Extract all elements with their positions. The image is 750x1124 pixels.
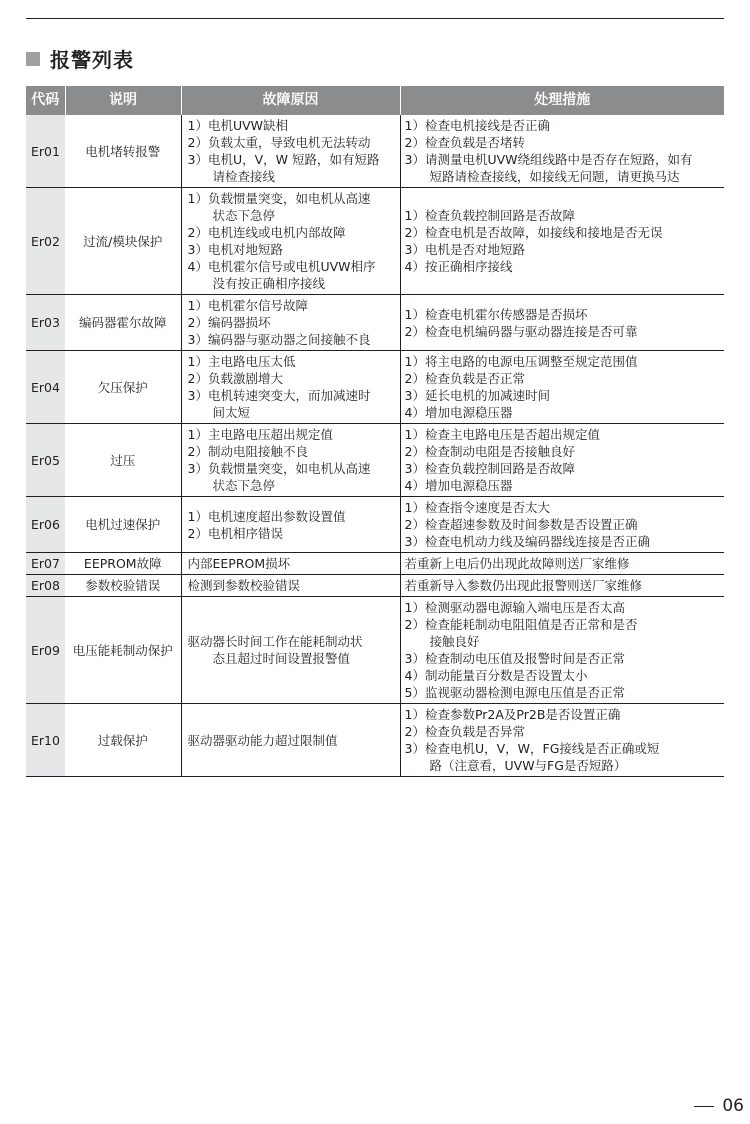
table-row — [26, 553, 724, 575]
error-code: Er03 — [26, 295, 65, 351]
action-line: 3）检查电机U，V，W，FG接线是否正确或短 — [404, 741, 660, 756]
table-row — [26, 704, 724, 777]
header-desc: 说明 — [65, 86, 181, 115]
error-code: Er05 — [26, 424, 65, 497]
cause-line: 内部EEPROM损坏 — [187, 556, 291, 571]
cause-line: 1）主电路电压超出规定值 — [187, 427, 333, 442]
fault-cause-cell — [181, 424, 400, 497]
cause-line: 检测到参数校验错误 — [187, 578, 301, 593]
table-row — [26, 424, 724, 497]
action-line: 1）检查电机接线是否正确 — [404, 118, 550, 133]
action-line: 4）按正确相序接线 — [404, 259, 513, 274]
error-code: Er01 — [26, 115, 65, 188]
page-number-text: 06 — [722, 1096, 744, 1116]
remedy-cell — [400, 424, 724, 497]
action-line: 2）检查超速参数及时间参数是否设置正确 — [404, 517, 638, 532]
action-line: 2）检查电机是否故障，如接线和接地是否无误 — [404, 225, 663, 240]
action-line: 若重新上电后仍出现此故障则送厂家维修 — [404, 556, 630, 571]
action-line: 1）检测驱动器电源输入端电压是否太高 — [404, 600, 625, 615]
cause-line: 1）主电路电压太低 — [187, 354, 296, 369]
cause-line: 1）电机速度超出参数设置值 — [187, 508, 346, 524]
action-line: 1）检查负载控制回路是否故障 — [404, 208, 575, 223]
table-row — [26, 351, 724, 424]
remedy-cell — [400, 497, 724, 553]
cause-line: 1）负载惯量突变，如电机从高速 — [187, 191, 371, 206]
action-line: 2）检查电机编码器与驱动器连接是否可靠 — [404, 323, 638, 339]
error-code: Er02 — [26, 188, 65, 295]
action-line: 3）请测量电机UVW绕组线路中是否存在短路，如有 — [404, 152, 693, 167]
error-description: EEPROM故障 — [65, 553, 181, 575]
action-line: 2）检查制动电阻是否接触良好 — [404, 444, 575, 459]
cause-line: 2）负载太重，导致电机无法转动 — [187, 135, 371, 150]
error-description: 参数校验错误 — [65, 575, 181, 597]
action-line: 1）检查参数Pr2A及Pr2B是否设置正确 — [404, 707, 621, 722]
table-header-row — [26, 86, 724, 115]
error-description: 过压 — [65, 424, 181, 497]
fault-cause-cell — [181, 704, 400, 777]
error-code: Er04 — [26, 351, 65, 424]
action-line: 2）检查负载是否堵转 — [404, 135, 525, 150]
action-line: 2）检查负载是否异常 — [404, 724, 525, 739]
cause-line: 驱动器驱动能力超过限制值 — [187, 732, 338, 748]
remedy-cell — [400, 115, 724, 188]
page-number — [694, 1096, 744, 1116]
action-line: 2）检查能耗制动电阻阻值是否正常和是否 — [404, 617, 638, 632]
table-row — [26, 295, 724, 351]
header-code: 代码 — [26, 86, 65, 115]
cause-line: 2）电机相序错误 — [187, 525, 283, 541]
section-heading — [26, 44, 134, 73]
fault-cause-cell — [181, 188, 400, 295]
alarm-table — [26, 86, 724, 777]
remedy-cell — [400, 553, 724, 575]
fault-cause-cell — [181, 295, 400, 351]
cause-line: 请检查接线 — [212, 169, 276, 184]
action-line: 4）增加电源稳压器 — [404, 478, 513, 493]
remedy-cell — [400, 188, 724, 295]
error-code: Er09 — [26, 597, 65, 704]
action-line: 路（注意看，UVW与FG是否短路） — [429, 758, 627, 773]
fault-cause-cell — [181, 351, 400, 424]
cause-line: 驱动器长时间工作在能耗制动状 — [187, 634, 363, 649]
alarm-table-body — [26, 115, 724, 777]
action-line: 2）检查负载是否正常 — [404, 371, 525, 386]
action-line: 短路请检查接线，如接线无问题，请更换马达 — [429, 169, 680, 184]
fault-cause-cell — [181, 575, 400, 597]
remedy-cell — [400, 597, 724, 704]
error-code: Er06 — [26, 497, 65, 553]
error-description: 编码器霍尔故障 — [65, 295, 181, 351]
heading-square-icon — [26, 52, 40, 66]
cause-line: 2）编码器损坏 — [187, 315, 271, 330]
action-line: 3）检查电机动力线及编码器线连接是否正确 — [404, 534, 650, 549]
action-line: 4）增加电源稳压器 — [404, 405, 513, 420]
action-line: 3）电机是否对地短路 — [404, 242, 525, 257]
fault-cause-cell — [181, 497, 400, 553]
remedy-cell — [400, 351, 724, 424]
remedy-cell — [400, 704, 724, 777]
action-line: 5）监视驱动器检测电源电压值是否正常 — [404, 685, 625, 700]
cause-line: 4）电机霍尔信号或电机UVW相序 — [187, 259, 376, 274]
table-row — [26, 497, 724, 553]
error-code: Er10 — [26, 704, 65, 777]
table-row — [26, 188, 724, 295]
table-row — [26, 115, 724, 188]
cause-line: 3）编码器与驱动器之间接触不良 — [187, 332, 371, 347]
table-row — [26, 575, 724, 597]
fault-cause-cell — [181, 553, 400, 575]
action-line: 4）制动能量百分数是否设置太小 — [404, 668, 588, 683]
top-rule — [26, 18, 724, 19]
cause-line: 2）负载激剧增大 — [187, 371, 283, 386]
remedy-cell — [400, 575, 724, 597]
cause-line: 3）电机U，V，W 短路，如有短路 — [187, 152, 380, 167]
cause-line: 2）电机连线或电机内部故障 — [187, 225, 346, 240]
cause-line: 没有按正确相序接线 — [212, 276, 326, 291]
cause-line: 1）电机霍尔信号故障 — [187, 298, 308, 313]
cause-line: 状态下急停 — [212, 208, 276, 223]
action-line: 3）检查负载控制回路是否故障 — [404, 461, 575, 476]
action-line: 1）将主电路的电源电压调整至规定范围值 — [404, 354, 638, 369]
header-action: 处理措施 — [400, 86, 724, 115]
error-description: 电机过速保护 — [65, 497, 181, 553]
heading-title: 报警列表 — [50, 48, 134, 72]
cause-line: 间太短 — [212, 405, 251, 420]
fault-cause-cell — [181, 115, 400, 188]
cause-line: 态且超过时间设置报警值 — [212, 651, 351, 666]
action-line: 1）检查电机霍尔传感器是否损坏 — [404, 306, 588, 322]
action-line: 1）检查主电路电压是否超出规定值 — [404, 427, 600, 442]
error-description: 欠压保护 — [65, 351, 181, 424]
error-description: 过载保护 — [65, 704, 181, 777]
error-code: Er07 — [26, 553, 65, 575]
header-cause: 故障原因 — [181, 86, 400, 115]
error-description: 过流/模块保护 — [65, 188, 181, 295]
action-line: 若重新导入参数仍出现此报警则送厂家维修 — [404, 578, 643, 593]
cause-line: 1）电机UVW缺相 — [187, 118, 289, 133]
error-description: 电机堵转报警 — [65, 115, 181, 188]
action-line: 1）检查指令速度是否太大 — [404, 500, 550, 515]
cause-line: 2）制动电阻接触不良 — [187, 444, 308, 459]
action-line: 接触良好 — [429, 634, 480, 649]
cause-line: 3）负载惯量突变，如电机从高速 — [187, 461, 371, 476]
page-dash — [694, 1106, 714, 1107]
action-line: 3）延长电机的加减速时间 — [404, 388, 550, 403]
error-description: 电压能耗制动保护 — [65, 597, 181, 704]
cause-line: 3）电机转速突变大，而加减速时 — [187, 388, 371, 403]
action-line: 3）检查制动电压值及报警时间是否正常 — [404, 651, 625, 666]
table-row — [26, 597, 724, 704]
error-code: Er08 — [26, 575, 65, 597]
cause-line: 3）电机对地短路 — [187, 242, 283, 257]
cause-line: 状态下急停 — [212, 478, 276, 493]
remedy-cell — [400, 295, 724, 351]
fault-cause-cell — [181, 597, 400, 704]
